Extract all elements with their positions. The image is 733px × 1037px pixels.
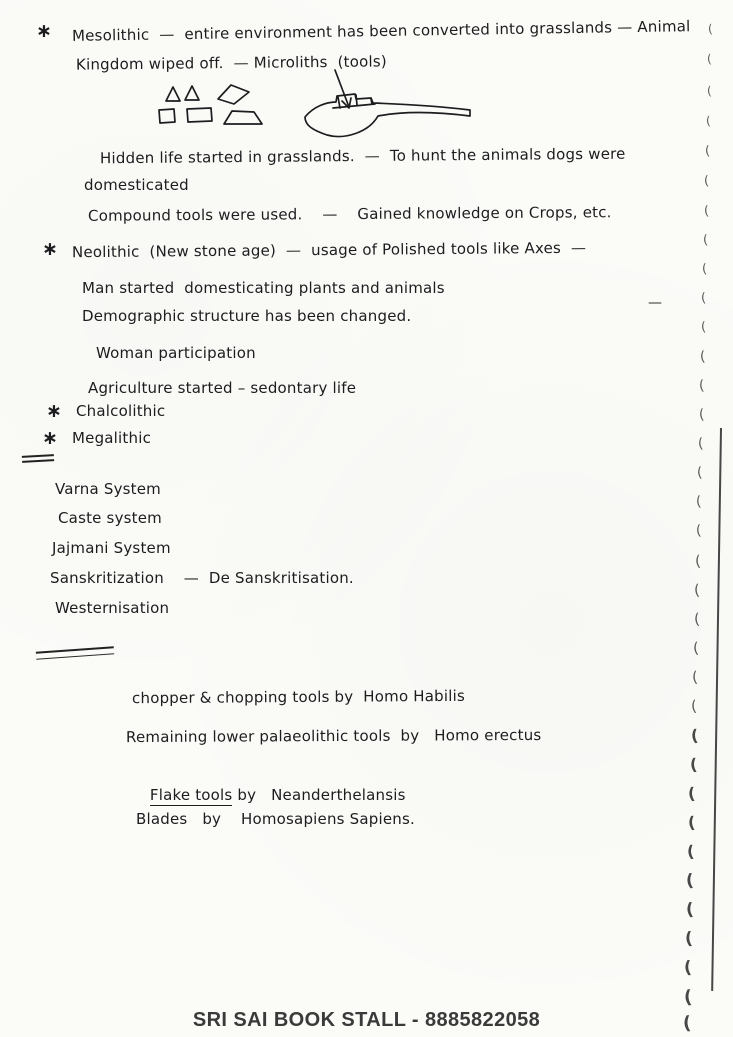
note-line-demographic: Demographic structure has been changed. (82, 307, 412, 325)
note-line-chopper: chopper & chopping tools by Homo Habilis (131, 686, 466, 708)
binding-mark-icon: ( (698, 406, 706, 424)
binding-mark-icon: ( (707, 21, 714, 37)
binding-mark-icon: ( (683, 957, 693, 979)
note-line-remaining: Remaining lower palaeolithic tools by Homo erectus (125, 725, 542, 747)
binding-mark-icon: ( (696, 464, 704, 482)
binding-mark-icon: ( (687, 783, 696, 804)
bullet-star: ∗ (42, 427, 58, 449)
binding-mark-icon: ( (705, 113, 712, 129)
binding-mark-icon: ( (690, 696, 698, 716)
note-line-blades: Blades by Homosapiens Sapiens. (136, 810, 415, 828)
note-line-hidden-life: Hidden life started in grasslands. — To hunt the animals dogs were (99, 144, 626, 168)
binding-mark-icon: ( (693, 609, 701, 629)
stray-mark: — (648, 295, 662, 311)
binding-mark-icon: ( (684, 928, 694, 950)
binding-mark-icon: ( (693, 580, 701, 600)
bullet-star: ∗ (36, 20, 52, 42)
binding-mark-icon: ( (695, 493, 703, 511)
note-line-agriculture: Agriculture started – sedontary life (88, 379, 357, 397)
flake-tools-rest: by Neanderthelansis (232, 786, 406, 804)
note-line-compound-tools: Compound tools were used. — Gained knowledge on Crops, etc. (87, 203, 612, 225)
binding-mark-icon: ( (691, 667, 699, 687)
binding-mark-icon: ( (687, 812, 696, 833)
note-line-sanskritization: Sanskritization — De Sanskritisation. (50, 569, 354, 587)
binding-mark-icon: ( (685, 870, 695, 892)
binding-mark-icon: ( (694, 551, 702, 571)
binding-mark-icon: ( (703, 203, 710, 220)
section-divider (22, 454, 54, 463)
binding-mark-icon: ( (701, 261, 708, 278)
binding-mark-icon: ( (703, 173, 710, 190)
binding-mark-icon: ( (700, 319, 707, 336)
binding-mark-icon: ( (706, 51, 713, 67)
note-line-neolithic: Neolithic (New stone age) — usage of Polished tools like Axes — (71, 238, 587, 262)
arrow-icon (335, 70, 351, 108)
bullet-star: ∗ (42, 238, 58, 260)
footer-stamp: SRI SAI BOOK STALL - 8885822058 (192, 1009, 541, 1031)
binding-mark-icon: ( (686, 841, 695, 862)
note-line-chalcolithic: Chalcolithic (76, 402, 166, 420)
flake-tools-underlined: Flake tools (149, 786, 233, 804)
binding-mark-icon: ( (689, 754, 698, 775)
note-line-megalithic: Megalithic (72, 429, 152, 447)
binding-mark-icon: ( (695, 522, 703, 540)
binding-mark-icon: ( (704, 143, 711, 160)
microlith-shapes-drawing (159, 85, 262, 124)
note-line-varna: Varna System (55, 480, 161, 498)
note-line-kingdom-wiped: Kingdom wiped off. — Microliths (tools) (75, 52, 387, 74)
binding-mark-icon: ( (697, 435, 705, 453)
note-line-caste: Caste system (58, 509, 162, 527)
binding-mark-icon: ( (683, 986, 693, 1009)
binding-mark-icon: ( (698, 377, 706, 395)
microliths-sketch (140, 58, 485, 150)
note-line-jajmani: Jajmani System (52, 539, 171, 557)
note-line-mesolithic: Mesolithic — entire environment has been converted into grasslands — Animal (71, 17, 691, 45)
page-edge-line (711, 428, 722, 991)
note-line-man-started: Man started domesticating plants and animals (82, 279, 445, 297)
note-line-westernisation: Westernisation (55, 599, 170, 617)
binding-mark-icon: ( (685, 899, 695, 921)
binding-mark-icon: ( (706, 83, 713, 99)
bullet-star: ∗ (46, 400, 62, 422)
sickle-tool-drawing (305, 94, 470, 136)
binding-mark-icon: ( (692, 638, 700, 658)
binding-mark-icon: ( (682, 1012, 692, 1035)
binding-mark-icon: ( (702, 232, 709, 249)
binding-mark-icon: ( (690, 725, 699, 746)
section-divider (36, 646, 114, 659)
note-line-domesticated: domesticated (84, 176, 189, 194)
binding-mark-icon: ( (700, 290, 707, 307)
note-line-woman: Woman participation (96, 344, 256, 362)
binding-mark-icon: ( (699, 348, 707, 366)
